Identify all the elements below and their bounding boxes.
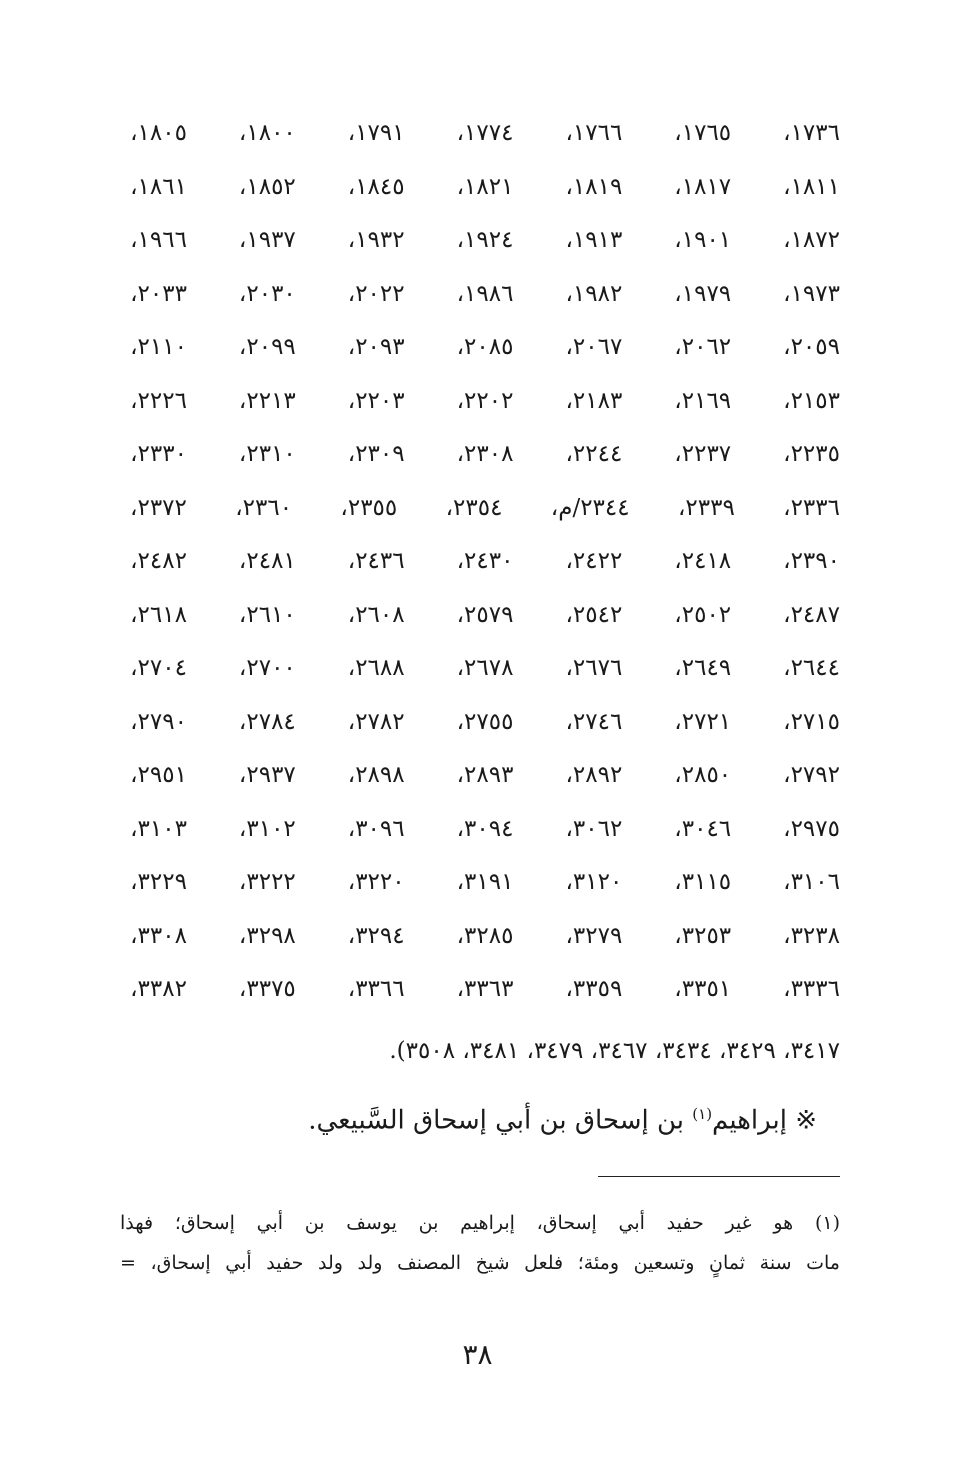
hadith-number: ٣٣٣٦، [783,976,840,1002]
number-row [130,760,840,814]
hadith-number: ١٩٢٤، [456,227,514,253]
narrator-name: إبراهيم [712,1105,787,1136]
hadith-number: ٣١٠٣، [130,815,187,842]
hadith-number: ٢٠٩٩، [238,334,296,360]
hadith-number: ٢٧٠٠، [238,655,296,681]
number-row [130,172,840,226]
hadith-number: ٢٣٣٠، [130,441,187,467]
hadith-number: ٢١١٠، [130,334,187,360]
hadith-number: ٢٧٨٢، [347,708,405,735]
number-row [130,332,840,386]
hadith-number: ١٩٠١، [674,227,732,253]
hadith-number: ٣٢٩٤، [347,922,405,949]
hadith-number: ١٩٦٦، [130,227,187,253]
footnote-separator [598,1176,840,1177]
hadith-number: ٣٣٦٦، [347,976,405,1002]
hadith-number: ٢٣١٠، [238,441,296,467]
hadith-number: ١٧٦٦، [565,120,623,146]
hadith-number: ٢٨٩٨، [347,762,405,788]
hadith-number: ١٨١٧، [674,173,732,200]
hadith-number: ٢٣٧٢، [130,494,187,521]
hadith-number: ٢٠٣٠، [238,280,296,307]
number-row [130,653,840,707]
hadith-number: ٢٦٠٨، [347,601,405,628]
hadith-number: ٢١٨٣، [565,387,623,414]
hadith-number: ٢٠٦٧، [565,334,623,360]
hadith-number-list [130,118,840,1028]
hadith-number: ٢٣٠٩، [347,441,405,467]
hadith-number: ٢٢١٣، [238,387,296,414]
hadith-number: ٢٧٤٦، [565,708,623,735]
hadith-number: ٣١٠٦، [783,869,840,895]
number-row [130,118,840,172]
hadith-number: ١٧٣٦، [783,120,840,146]
hadith-number: ٢٩٧٥، [783,815,840,842]
hadith-number: ٢٤٨٢، [130,548,187,574]
number-row [130,493,840,547]
hadith-number: ٢٠٢٢، [347,280,405,307]
hadith-number: ٢٦٧٦، [565,655,623,681]
hadith-number: ٣٣٠٨، [130,922,187,949]
hadith-number: ٣٢٢٠، [347,869,405,895]
number-row [130,439,840,493]
hadith-number: ٢٠٨٥، [456,334,514,360]
hadith-number: ٢٦٤٩، [674,655,732,681]
footnote-line-1: (١) هو غير حفيد أبي إسحاق، إبراهيم بن يوسف بن أبي إسحاق؛ فهذا [120,1212,840,1234]
hadith-number: ١٩٨٦، [456,280,514,307]
number-row [130,867,840,921]
hadith-number: ٢٧٢١، [674,708,732,735]
hadith-number: ٢٢٣٧، [674,441,732,467]
hadith-number: ٢٠٥٩، [783,334,840,360]
number-row [130,974,840,1028]
hadith-number: ٣٣٨٢، [130,976,187,1002]
hadith-number: ٣٠٩٦، [347,815,405,842]
hadith-number: ٢٧٩٠، [130,708,187,735]
hadith-number: ٣٣٥٩، [565,976,623,1002]
number-row [130,814,840,868]
hadith-number: ٣٢٨٥، [456,922,514,949]
hadith-number: ٢٣٥٤، [445,494,503,521]
hadith-number: ٢٥٠٢، [674,601,732,628]
hadith-number: ٣٣٦٣، [456,976,514,1002]
hadith-number: ٢٦٨٨، [347,655,405,681]
hadith-number: ٢٦٤٤، [783,655,840,681]
number-row [130,921,840,975]
narrator-lineage: بن إسحاق بن أبي إسحاق السَّبيعي. [308,1105,684,1136]
page-number: ٣٨ [462,1338,493,1371]
narrator-heading [308,1105,817,1136]
number-row [130,279,840,333]
hadith-number: ٢٤٣٠، [456,548,514,574]
hadith-number: ١٨٠٥، [130,120,187,146]
hadith-number: ٣٢٢٢، [238,869,296,895]
hadith-number: ٣٢٥٣، [674,922,732,949]
hadith-number: ٢٥٧٩، [456,601,514,628]
hadith-number: ٢٦١٠، [238,601,296,628]
hadith-number: ٢٨٩٣، [456,762,514,788]
hadith-number: ٢٢٤٤، [565,441,623,467]
hadith-number: ١٧٩١، [347,120,405,146]
hadith-number: ١٩٨٢، [565,280,623,307]
hadith-number: ٢٢٠٢، [456,387,514,414]
hadith-number: ٢٢٣٥، [783,441,840,467]
hadith-number: ٢٢٢٦، [130,387,187,414]
hadith-number: ٣٢٢٩، [130,869,187,895]
number-row [130,546,840,600]
hadith-number: ٢١٥٣، [783,387,840,414]
hadith-number: ٣١١٥، [674,869,732,895]
hadith-number: ٢٧٥٥، [456,708,514,735]
hadith-number: ٣٢٧٩، [565,922,623,949]
hadith-number: ٢٤١٨، [674,548,732,574]
footnote-line-2: مات سنة ثمانٍ وتسعين ومئة؛ فلعل شيخ المصنف ولد ولد حفيد أبي إسحاق، = [120,1252,840,1274]
hadith-number: ١٩٣٧، [238,227,296,253]
hadith-number: ٢٩٥١، [130,762,187,788]
hadith-number: ١٩١٣، [565,227,623,253]
hadith-number: ٢٧٠٤، [130,655,187,681]
hadith-number: ٢٤٨١، [238,548,296,574]
hadith-number: ١٧٧٤، [456,120,514,146]
hadith-number: ١٨١١، [783,173,840,200]
hadith-number: ٣١٠٢، [238,815,296,842]
hadith-number: ٣١٢٠، [565,869,623,895]
hadith-number: ٣٠٦٢، [565,815,623,842]
hadith-number: ٢٧١٥، [783,708,840,735]
hadith-number: ١٧٦٥، [674,120,732,146]
hadith-number: ٢٧٨٤، [238,708,296,735]
hadith-number: ١٨٦١، [130,173,187,200]
hadith-number: ٣٢٩٨، [238,922,296,949]
hadith-number: ٢٠٦٢، [674,334,732,360]
hadith-number: ٢٥٤٢، [565,601,623,628]
hadith-number: ٢٤٢٢، [565,548,623,574]
hadith-number: ١٨١٩، [565,173,623,200]
hadith-number: ٢٣٥٥، [340,494,398,521]
hadith-number-list-end: ٣٤١٧، ٣٤٢٩، ٣٤٣٤، ٣٤٦٧، ٣٤٧٩، ٣٤٨١، ٣٥٠٨). [389,1038,840,1064]
hadith-number: ٢٧٩٢، [783,762,840,788]
hadith-number: ١٩٧٩، [674,280,732,307]
hadith-number: ٢٠٩٣، [347,334,405,360]
hadith-number: ٢٣٠٨، [456,441,514,467]
hadith-number: ٢٤٣٦، [347,548,405,574]
hadith-number: ٢٦١٨، [130,601,187,628]
heading-marker: ※ [795,1105,817,1136]
hadith-number: ٢٣٤٤/م، [550,494,630,521]
number-row [130,600,840,654]
hadith-number: ٢٢٠٣، [347,387,405,414]
hadith-number: ٢٦٧٨، [456,655,514,681]
hadith-number: ٣١٩١، [456,869,514,895]
hadith-number: ٣٣٥١، [674,976,732,1002]
hadith-number: ١٨٥٢، [238,173,296,200]
hadith-number: ٢٣٣٦، [783,494,840,521]
hadith-number: ٢٣٦٠، [235,494,293,521]
hadith-number: ٢٠٣٣، [130,280,187,307]
hadith-number: ١٨٤٥، [347,173,405,200]
hadith-number: ١٨٢١، [456,173,514,200]
hadith-number: ٣٠٩٤، [456,815,514,842]
number-row [130,386,840,440]
number-row [130,707,840,761]
hadith-number: ٢٩٣٧، [238,762,296,788]
hadith-number: ٢٤٨٧، [783,601,840,628]
hadith-number: ١٩٧٣، [783,280,840,307]
number-row [130,225,840,279]
hadith-number: ٢٨٥٠، [674,762,732,788]
hadith-number: ٣٠٤٦، [674,815,732,842]
hadith-number: ٢٨٩٢، [565,762,623,788]
hadith-number: ٣٢٣٨، [783,922,840,949]
hadith-number: ٢٣٩٠، [783,548,840,574]
hadith-number: ١٨٧٢، [783,227,840,253]
footnote-reference: (١) [692,1105,713,1123]
hadith-number: ٢١٦٩، [674,387,732,414]
hadith-number: ١٩٣٢، [347,227,405,253]
hadith-number: ٢٣٣٩، [677,494,735,521]
hadith-number: ١٨٠٠، [238,120,296,146]
hadith-number: ٣٣٧٥، [238,976,296,1002]
